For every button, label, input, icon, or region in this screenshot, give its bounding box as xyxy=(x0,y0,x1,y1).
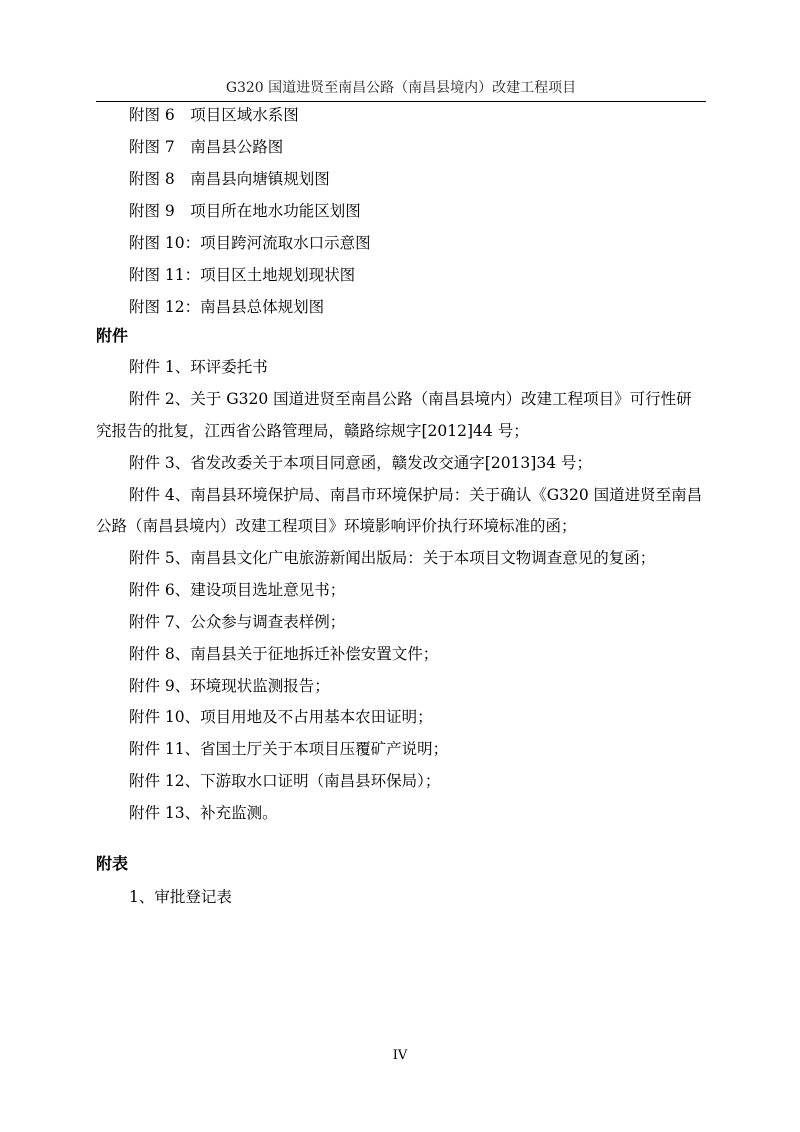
attachment-item: 附件 9、环境现状监测报告； xyxy=(129,677,330,695)
figure-item: 附图 8 南昌县向塘镇规划图 xyxy=(129,170,330,188)
attachment-item: 附件 5、南昌县文化广电旅游新闻出版局：关于本项目文物调查意见的复函； xyxy=(129,549,656,567)
tables-heading: 附表 xyxy=(96,854,129,873)
figure-item: 附图 12：南昌县总体规划图 xyxy=(129,298,325,316)
attachment-item: 附件 2、关于 G320 国道进贤至南昌公路（南昌县境内）改建工程项目》可行性研 xyxy=(129,390,692,408)
table-item: 1、审批登记表 xyxy=(129,888,232,906)
figure-item: 附图 7 南昌县公路图 xyxy=(129,138,284,156)
page-number: IV xyxy=(392,1048,408,1063)
attachment-item: 附件 8、南昌县关于征地拆迁补偿安置文件； xyxy=(129,645,439,663)
attachment-item: 附件 13、补充监测。 xyxy=(129,804,278,822)
attachment-item: 附件 11、省国土厅关于本项目压覆矿产说明； xyxy=(129,740,449,758)
header-title: G320 国道进贤至南昌公路（南昌县境内）改建工程项目 xyxy=(225,80,577,96)
figure-item: 附图 10：项目跨河流取水口示意图 xyxy=(129,234,371,252)
attachment-item: 附件 7、公众参与调查表样例； xyxy=(129,613,346,631)
figure-item: 附图 6 项目区域水系图 xyxy=(129,106,299,124)
attachment-item: 附件 3、省发改委关于本项目同意函，赣发改交通字[2013]34 号； xyxy=(129,454,592,472)
attachment-item: 附件 4、南昌县环境保护局、南昌市环境保护局：关于确认《G320 国道进贤至南昌 xyxy=(129,486,703,504)
attachment-item: 附件 1、环评委托书 xyxy=(129,358,268,376)
attachment-item-continued: 公路（南昌县境内）改建工程项目》环境影响评价执行环境标准的函； xyxy=(96,517,577,535)
attachment-item-continued: 究报告的批复，江西省公路管理局，赣路综规字[2012]44 号； xyxy=(96,422,529,440)
attachment-item: 附件 10、项目用地及不占用基本农田证明； xyxy=(129,708,433,726)
attachment-item: 附件 6、建设项目选址意见书； xyxy=(129,581,346,599)
attachment-item: 附件 12、下游取水口证明（南昌县环保局）； xyxy=(129,772,441,790)
figure-item: 附图 11：项目区土地规划现状图 xyxy=(129,266,356,284)
attachments-heading: 附件 xyxy=(96,326,129,345)
figure-item: 附图 9 项目所在地水功能区划图 xyxy=(129,202,361,220)
header-rule xyxy=(96,101,706,102)
